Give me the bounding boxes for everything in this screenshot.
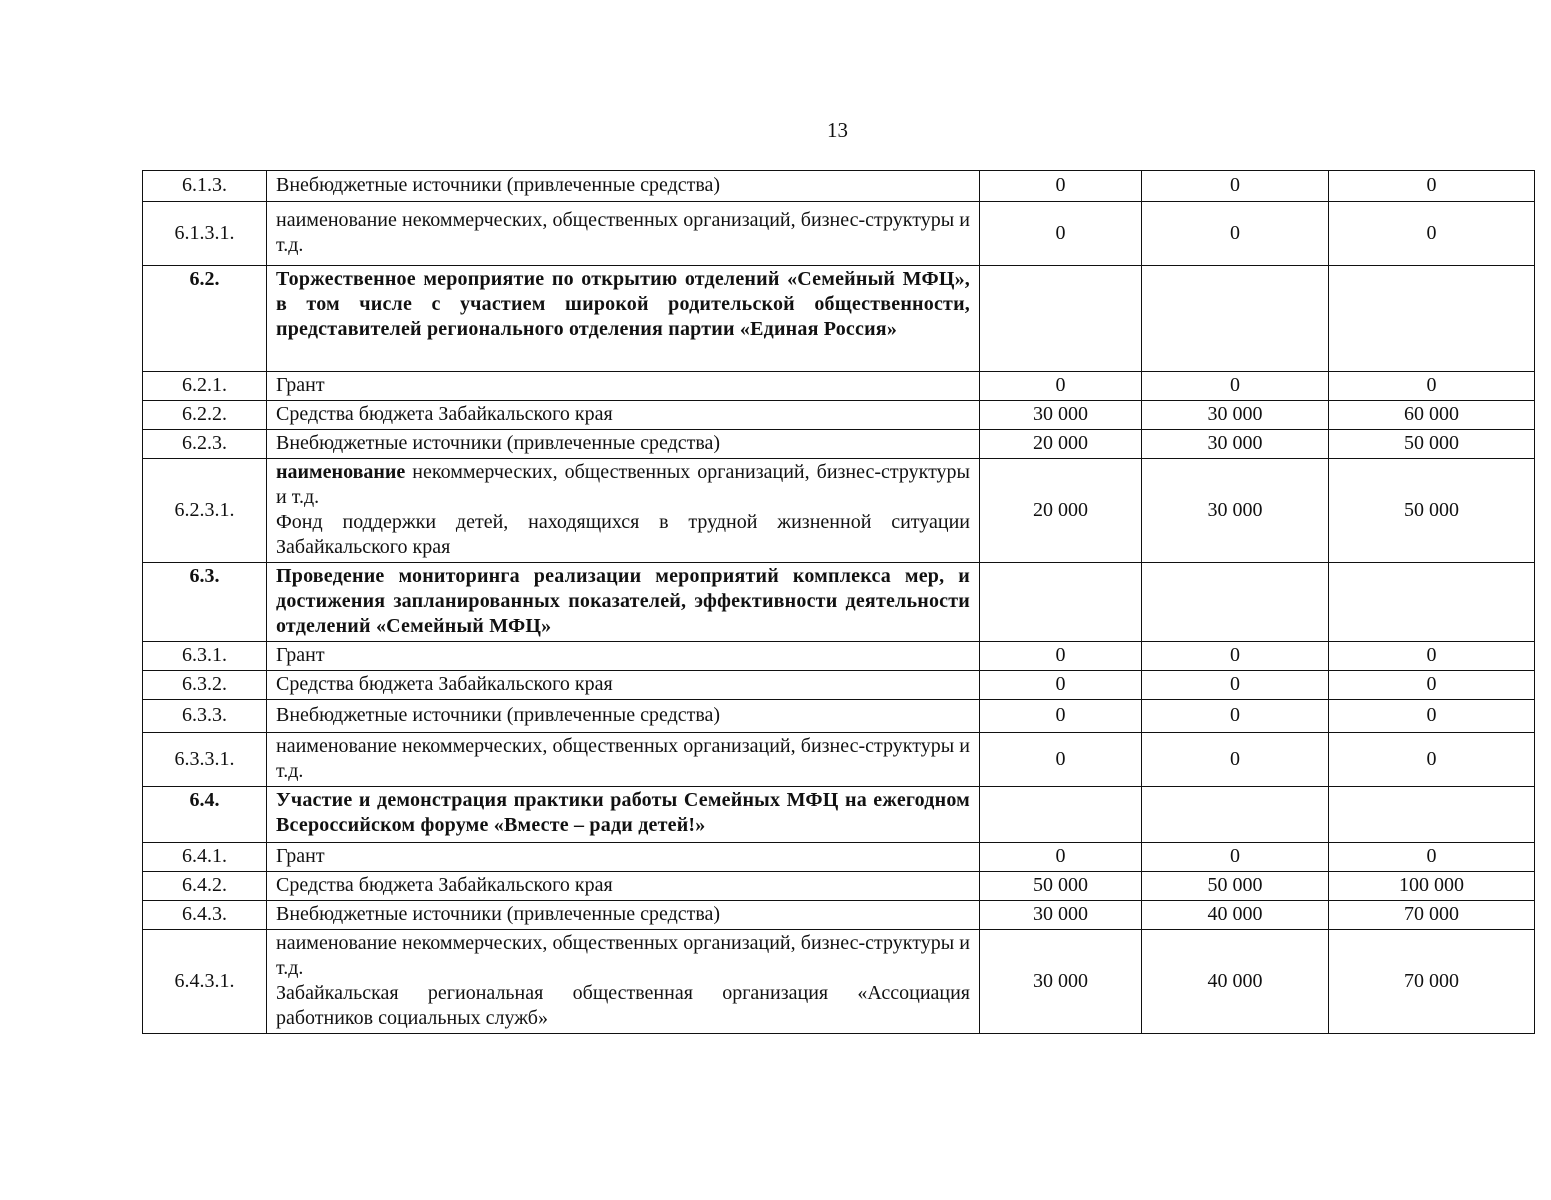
row-value-2: 30 000 [1142, 430, 1329, 459]
row-value-1: 30 000 [980, 930, 1142, 1034]
table-row [143, 930, 1535, 1034]
page-number: 13 [827, 118, 848, 142]
row-value-2 [1142, 787, 1329, 843]
row-description: Средства бюджета Забайкальского края [267, 671, 980, 700]
table-row [143, 202, 1535, 266]
row-value-2: 0 [1142, 372, 1329, 401]
budget-table [142, 170, 1535, 1034]
row-value-1: 50 000 [980, 872, 1142, 901]
section-number: 6.3. [143, 563, 267, 642]
row-value-1: 0 [980, 642, 1142, 671]
organization-name: Фонд поддержки детей, находящихся в трудной жизненной ситуации Забайкальского края [276, 511, 970, 558]
row-value-3 [1329, 563, 1535, 642]
row-value-3: 70 000 [1329, 930, 1535, 1034]
row-description: Средства бюджета Забайкальского края [267, 401, 980, 430]
row-value-1: 0 [980, 700, 1142, 733]
row-description: наименование некоммерческих, общественных организаций, бизнес-структуры и т.д. [267, 733, 980, 787]
table-row [143, 671, 1535, 700]
row-number: 6.2.1. [143, 372, 267, 401]
row-value-3: 0 [1329, 843, 1535, 872]
row-description: Внебюджетные источники (привлеченные средства) [267, 901, 980, 930]
table-row [143, 459, 1535, 563]
table-row [143, 843, 1535, 872]
table-row [143, 901, 1535, 930]
row-value-2: 50 000 [1142, 872, 1329, 901]
row-value-2 [1142, 266, 1329, 372]
row-number: 6.1.3.1. [143, 202, 267, 266]
row-description: наименование некоммерческих, общественных организаций, бизнес-структуры и т.д. [267, 202, 980, 266]
row-number: 6.4.3.1. [143, 930, 267, 1034]
row-value-1: 20 000 [980, 430, 1142, 459]
row-value-2: 0 [1142, 171, 1329, 202]
row-value-3: 0 [1329, 700, 1535, 733]
row-value-2: 0 [1142, 202, 1329, 266]
row-description: Грант [267, 843, 980, 872]
row-value-2: 40 000 [1142, 901, 1329, 930]
section-number: 6.4. [143, 787, 267, 843]
section-row [143, 266, 1535, 372]
row-value-2: 0 [1142, 843, 1329, 872]
row-value-3 [1329, 787, 1535, 843]
row-number: 6.1.3. [143, 171, 267, 202]
row-number: 6.2.2. [143, 401, 267, 430]
row-description: Грант [267, 642, 980, 671]
row-value-2: 0 [1142, 642, 1329, 671]
row-number: 6.2.3. [143, 430, 267, 459]
row-value-1 [980, 787, 1142, 843]
row-value-1: 30 000 [980, 901, 1142, 930]
row-value-3: 50 000 [1329, 430, 1535, 459]
section-row [143, 787, 1535, 843]
row-value-3: 50 000 [1329, 459, 1535, 563]
row-number: 6.3.3. [143, 700, 267, 733]
row-value-1: 0 [980, 372, 1142, 401]
table-row [143, 401, 1535, 430]
row-number: 6.3.3.1. [143, 733, 267, 787]
row-value-1: 0 [980, 733, 1142, 787]
section-row [143, 563, 1535, 642]
section-title: Участие и демонстрация практики работы Семейных МФЦ на ежегодном Всероссийском форуме «Вместе – ради детей!» [267, 787, 980, 843]
row-value-2: 0 [1142, 733, 1329, 787]
row-value-3: 100 000 [1329, 872, 1535, 901]
row-description-text: наименование некоммерческих, общественных организаций, бизнес-структуры и т.д. [276, 932, 970, 979]
row-description: Внебюджетные источники (привлеченные средства) [267, 171, 980, 202]
row-value-2: 0 [1142, 700, 1329, 733]
row-value-2: 30 000 [1142, 401, 1329, 430]
row-description [267, 459, 980, 563]
row-value-1 [980, 266, 1142, 372]
row-value-2: 30 000 [1142, 459, 1329, 563]
row-value-1: 0 [980, 202, 1142, 266]
table-row [143, 872, 1535, 901]
row-value-1: 0 [980, 671, 1142, 700]
row-description-rest: некоммерческих, общественных организаций, бизнес-структуры и т.д. [276, 461, 970, 508]
row-value-2: 40 000 [1142, 930, 1329, 1034]
row-value-2: 0 [1142, 671, 1329, 700]
row-value-3: 60 000 [1329, 401, 1535, 430]
row-number: 6.4.3. [143, 901, 267, 930]
table-row [143, 733, 1535, 787]
row-description: Внебюджетные источники (привлеченные средства) [267, 700, 980, 733]
section-number: 6.2. [143, 266, 267, 372]
row-value-1: 0 [980, 171, 1142, 202]
row-description: Средства бюджета Забайкальского края [267, 872, 980, 901]
row-value-3: 70 000 [1329, 901, 1535, 930]
table-row [143, 372, 1535, 401]
row-description: Грант [267, 372, 980, 401]
table-row [143, 642, 1535, 671]
section-title: Торжественное мероприятие по открытию отделений «Семейный МФЦ», в том числе с участием широкой родительской общественности, представителей регионального отделения партии «Единая Россия» [267, 266, 980, 372]
table-row [143, 430, 1535, 459]
row-value-1 [980, 563, 1142, 642]
row-value-1: 0 [980, 843, 1142, 872]
section-title: Проведение мониторинга реализации мероприятий комплекса мер, и достижения запланированных показателей, эффективности деятельности отделений «Семейный МФЦ» [267, 563, 980, 642]
row-value-3: 0 [1329, 642, 1535, 671]
row-description-lead: наименование [276, 461, 406, 483]
row-value-1: 20 000 [980, 459, 1142, 563]
row-number: 6.2.3.1. [143, 459, 267, 563]
row-value-3: 0 [1329, 733, 1535, 787]
row-description: Внебюджетные источники (привлеченные средства) [267, 430, 980, 459]
table-row [143, 171, 1535, 202]
table-row [143, 700, 1535, 733]
organization-name: Забайкальская региональная общественная организация «Ассоциация работников социальных служб» [276, 982, 970, 1029]
row-value-3 [1329, 266, 1535, 372]
row-number: 6.4.2. [143, 872, 267, 901]
row-number: 6.4.1. [143, 843, 267, 872]
row-number: 6.3.1. [143, 642, 267, 671]
row-value-3: 0 [1329, 671, 1535, 700]
row-value-1: 30 000 [980, 401, 1142, 430]
row-value-3: 0 [1329, 372, 1535, 401]
row-description [267, 930, 980, 1034]
row-value-3: 0 [1329, 202, 1535, 266]
row-value-3: 0 [1329, 171, 1535, 202]
row-value-2 [1142, 563, 1329, 642]
row-number: 6.3.2. [143, 671, 267, 700]
